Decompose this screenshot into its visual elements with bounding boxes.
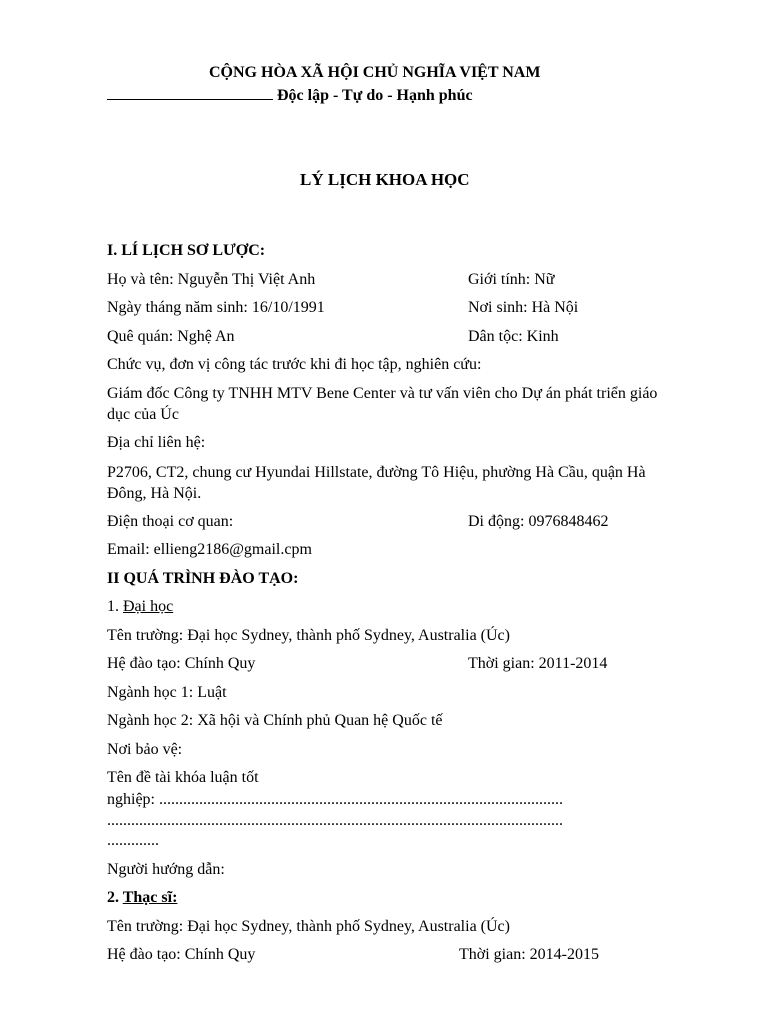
thesis-line-1: nghiệp: ..................................................................................................... bbox=[107, 791, 563, 808]
full-name: Họ và tên: Nguyễn Thị Việt Anh bbox=[107, 271, 316, 288]
underline-blank bbox=[107, 85, 273, 100]
motto: Độc lập - Tự do - Hạnh phúc bbox=[277, 87, 473, 104]
defense-place: Nơi bảo vệ: bbox=[107, 741, 183, 758]
masters-mode: Hệ đào tạo: Chính Quy bbox=[107, 946, 256, 963]
national-title: CỘNG HÒA XÃ HỘI CHỦ NGHĨA VIỆT NAM bbox=[209, 64, 541, 81]
email: Email: ellieng2186@gmail.cpm bbox=[107, 541, 312, 558]
ethnicity: Dân tộc: Kinh bbox=[468, 328, 559, 345]
address-label: Địa chỉ liên hệ: bbox=[107, 434, 206, 451]
date-of-birth: Ngày tháng năm sinh: 16/10/1991 bbox=[107, 299, 325, 316]
motto-line bbox=[107, 85, 473, 105]
gender: Giới tính: Nữ bbox=[468, 271, 555, 288]
mobile-phone: Di động: 0976848462 bbox=[468, 513, 609, 530]
masters-number: 2. bbox=[107, 889, 119, 906]
office-phone: Điện thoại cơ quan: bbox=[107, 513, 234, 530]
birthplace: Nơi sinh: Hà Nội bbox=[468, 299, 579, 316]
section-1-heading: I. LÍ LỊCH SƠ LƯỢC: bbox=[107, 242, 266, 259]
masters-school: Tên trường: Đại học Sydney, thành phố Sydney, Australia (Úc) bbox=[107, 918, 510, 935]
thesis-line-3: ............. bbox=[107, 832, 159, 849]
undergrad-school: Tên trường: Đại học Sydney, thành phố Sydney, Australia (Úc) bbox=[107, 627, 510, 644]
masters-title: Thạc sĩ: bbox=[122, 889, 178, 906]
position-label: Chức vụ, đơn vị công tác trước khi đi học tập, nghiên cứu: bbox=[107, 356, 482, 373]
undergrad-period: Thời gian: 2011-2014 bbox=[468, 655, 608, 672]
undergrad-number: 1. bbox=[107, 598, 119, 615]
section-2-heading: II QUÁ TRÌNH ĐÀO TẠO: bbox=[107, 570, 299, 587]
masters-period: Thời gian: 2014-2015 bbox=[459, 946, 599, 963]
advisor: Người hướng dẫn: bbox=[107, 861, 225, 878]
position-value: Giám đốc Công ty TNHH MTV Bene Center và tư vấn viên cho Dự án phát triển giáo dục của Úc bbox=[107, 385, 658, 423]
undergrad-heading bbox=[107, 597, 173, 616]
thesis-line-2: .................................................................................................................. bbox=[107, 812, 563, 829]
undergrad-major-2: Ngành học 2: Xã hội và Chính phủ Quan hệ Quốc tế bbox=[107, 712, 443, 729]
thesis-label: Tên đề tài khóa luận tốt bbox=[107, 769, 259, 786]
document-title: LÝ LỊCH KHOA HỌC bbox=[300, 170, 470, 189]
address-value: P2706, CT2, chung cư Hyundai Hillstate, đường Tô Hiệu, phường Hà Cầu, quận Hà Đông, Hà Nội. bbox=[107, 464, 646, 502]
hometown: Quê quán: Nghệ An bbox=[107, 328, 235, 345]
undergrad-title: Đại học bbox=[123, 598, 174, 615]
undergrad-mode: Hệ đào tạo: Chính Quy bbox=[107, 655, 256, 672]
undergrad-major-1: Ngành học 1: Luật bbox=[107, 684, 227, 701]
masters-heading bbox=[107, 888, 177, 907]
